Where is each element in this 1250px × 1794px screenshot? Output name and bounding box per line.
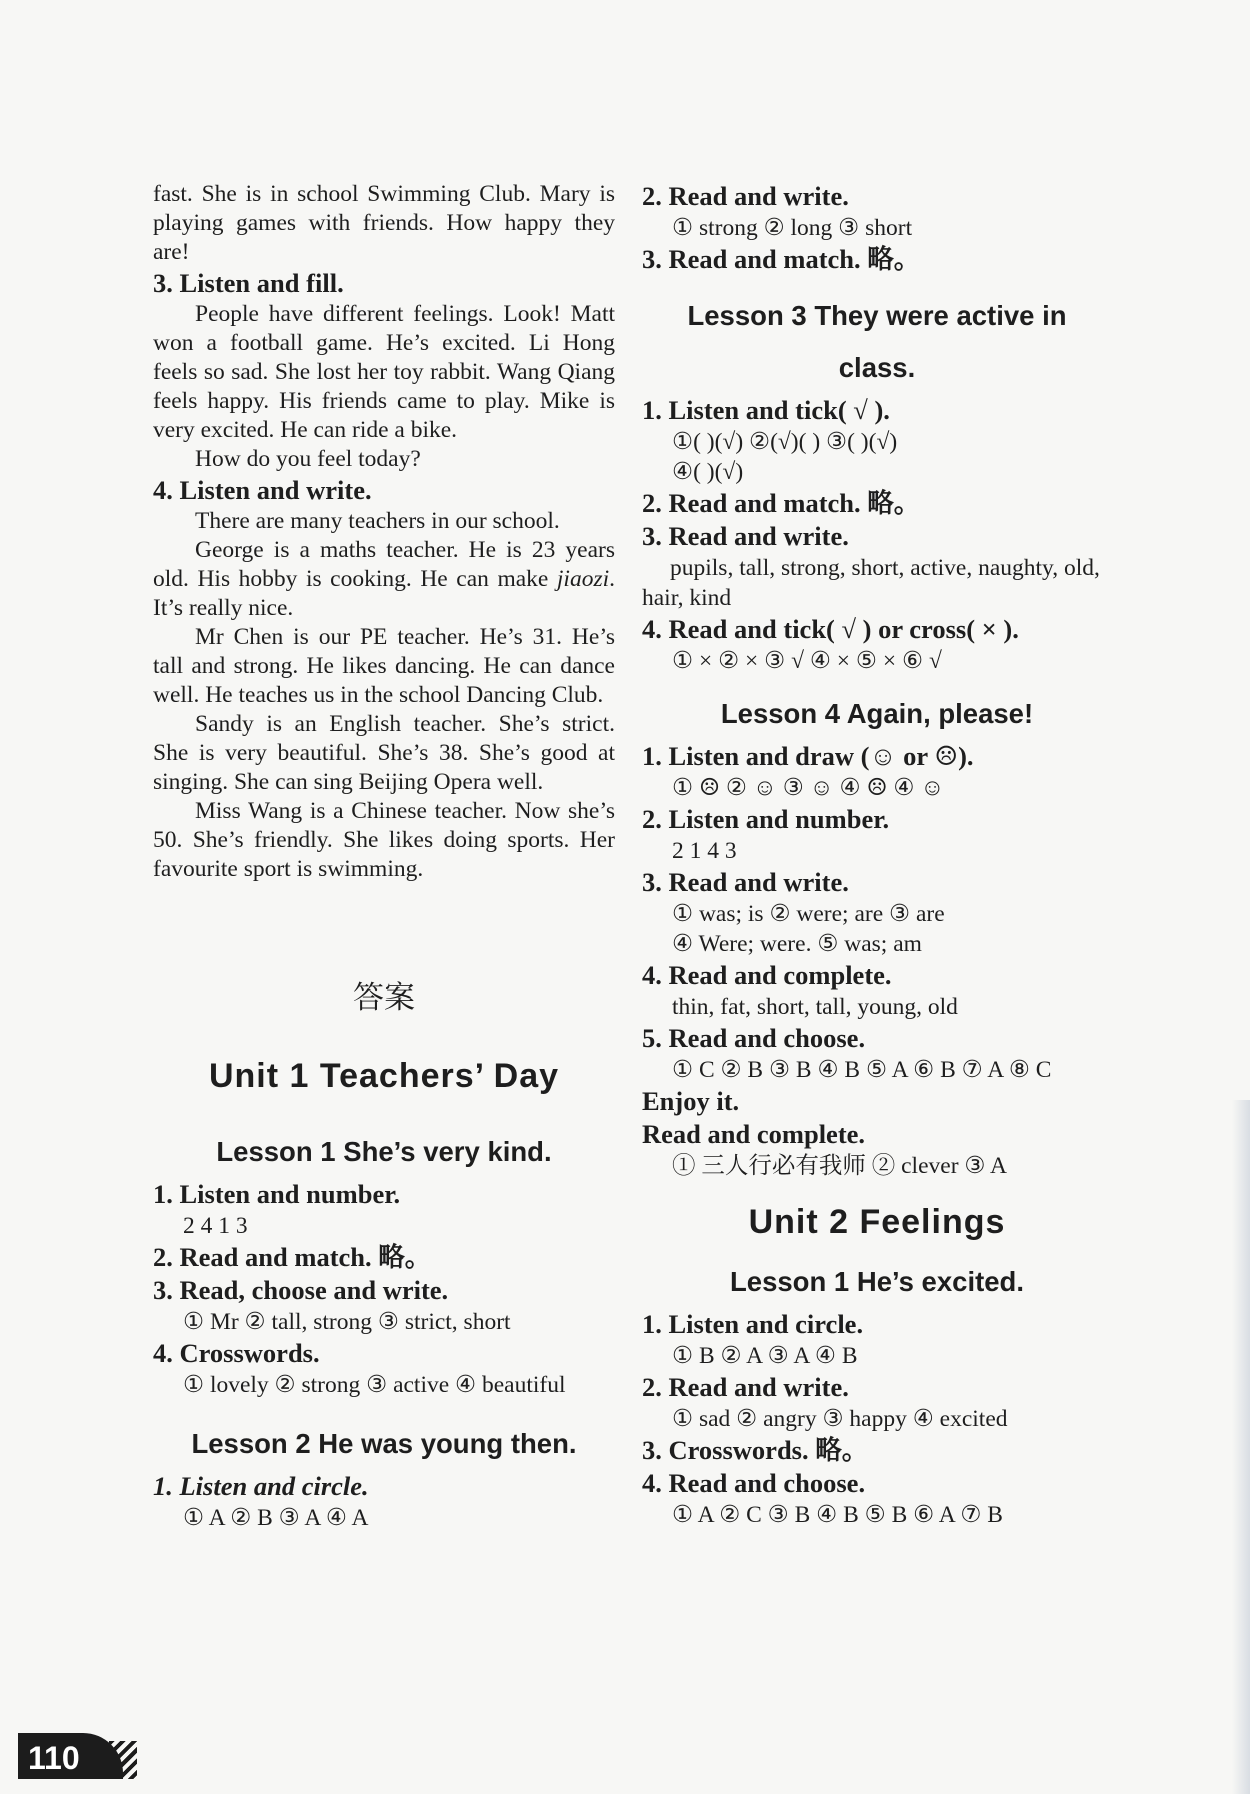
u2l1-question3: 3. Crosswords. 略。 [642, 1435, 869, 1465]
l4-answer4: thin, fat, short, tall, young, old [672, 994, 958, 1020]
l3-answer1-line1: ①( )(√) ②(√)( ) ③( )(√) [672, 429, 898, 455]
l2-question2: 2. Read and write. [642, 181, 849, 211]
section-heading-listen-fill: 3. Listen and fill. [153, 268, 344, 298]
l1-question3: 3. Read, choose and write. [153, 1275, 449, 1305]
l3-question2: 2. Read and match. 略。 [642, 488, 921, 518]
lesson3-title-line2: class. [838, 352, 916, 383]
l4-question3: 3. Read and write. [642, 867, 849, 897]
u2l1-question1: 1. Listen and circle. [642, 1309, 864, 1339]
l3-answer1-line2: ④( )(√) [672, 459, 744, 485]
lesson4-title: Lesson 4 Again, please! [720, 698, 1034, 729]
l2-answer1: ① A ② B ③ A ④ A [183, 1505, 369, 1531]
right-column [642, 180, 1112, 1530]
feelings-paragraph: People have different feelings. Look! Matt won a football game. He’s excited. Li Hong feels so sad. She lost her toy rabbit. Wang Qiang feels happy. His friends came to play. Mike is very excited. He can ride a bike. [153, 301, 615, 443]
l3-answer4: ① × ② × ③ √ ④ × ⑤ × ⑥ √ [672, 648, 942, 674]
u2-lesson1-title: Lesson 1 He’s excited. [730, 1266, 1024, 1297]
enjoy-answer: ① 三人行必有我师 ② clever ③ A [672, 1153, 1008, 1179]
l4-answer3-line2: ④ Were; were. ⑤ was; am [672, 931, 922, 957]
sandy-paragraph: Sandy is an English teacher. She’s strict. She is very beautiful. She’s 38. She’s good at singing. She can sing Beijing Opera well. [153, 711, 615, 795]
unit2-title: Unit 2 Feelings [748, 1203, 1006, 1241]
unit1-title: Unit 1 Teachers’ Day [208, 1057, 560, 1095]
miss-wang-paragraph: Miss Wang is a Chinese teacher. Now she’s 50. She’s friendly. She likes doing sports. Her favourite sport is swimming. [153, 798, 615, 882]
l4-answer3-line1: ① was; is ② were; are ③ are [672, 901, 945, 927]
l1-answer4: ① lovely ② strong ③ active ④ beautiful [183, 1372, 566, 1398]
l3-question4: 4. Read and tick( √ ) or cross( × ). [642, 614, 1019, 644]
l3-answer3: pupils, tall, strong, short, active, naughty, old, hair, kind [642, 555, 1100, 611]
lesson3-title-line1: Lesson 3 They were active in [687, 300, 1067, 331]
l4-answer1: ① ☹ ② ☺ ③ ☺ ④ ☹ ④ ☺ [672, 775, 945, 801]
u2l1-answer4: ① A ② C ③ B ④ B ⑤ B ⑥ A ⑦ B [672, 1502, 1003, 1528]
enjoy-heading: Enjoy it. [642, 1086, 740, 1116]
l1-answer3: ① Mr ② tall, strong ③ strict, short [183, 1309, 511, 1335]
section-heading-listen-write: 4. Listen and write. [153, 475, 372, 505]
answers-title: 答案 [353, 980, 415, 1016]
l4-question2: 2. Listen and number. [642, 804, 890, 834]
page-number: 110 [18, 1733, 123, 1779]
u2l1-question2: 2. Read and write. [642, 1372, 849, 1402]
l4-answer2: 2 1 4 3 [672, 838, 737, 864]
left-column [153, 180, 615, 1533]
l3-question1: 1. Listen and tick( √ ). [642, 395, 890, 425]
l2-question1: 1. Listen and circle. [153, 1471, 369, 1501]
l4-question1: 1. Listen and draw (☺ or ☹). [642, 741, 974, 771]
continued-paragraph: fast. She is in school Swimming Club. Mary is playing games with friends. How happy they are! [153, 181, 615, 265]
mr-chen-paragraph: Mr Chen is our PE teacher. He’s 31. He’s tall and strong. He likes dancing. He can dance well. He teaches us in the school Dancing Club. [153, 624, 615, 708]
u2l1-question4: 4. Read and choose. [642, 1468, 866, 1498]
l4-question5: 5. Read and choose. [642, 1023, 866, 1053]
l1-question1: 1. Listen and number. [153, 1179, 401, 1209]
l3-question3: 3. Read and write. [642, 521, 849, 551]
l1-question2: 2. Read and match. 略。 [153, 1242, 432, 1272]
lesson1-title: Lesson 1 She’s very kind. [216, 1136, 552, 1167]
page-edge-shadow [1232, 1100, 1250, 1794]
teachers-intro: There are many teachers in our school. [195, 508, 560, 534]
u2l1-answer2: ① sad ② angry ③ happy ④ excited [672, 1406, 1008, 1432]
lesson2-title: Lesson 2 He was young then. [191, 1428, 577, 1459]
l4-answer5: ① C ② B ③ B ④ B ⑤ A ⑥ B ⑦ A ⑧ C [672, 1057, 1052, 1083]
l2-question3: 3. Read and match. 略。 [642, 244, 921, 274]
l4-question4: 4. Read and complete. [642, 960, 892, 990]
feelings-question: How do you feel today? [195, 446, 421, 472]
l2-answer2: ① strong ② long ③ short [672, 215, 913, 241]
l1-question4: 4. Crosswords. [153, 1338, 320, 1368]
u2l1-answer1: ① B ② A ③ A ④ B [672, 1343, 858, 1369]
l1-answer1: 2 4 1 3 [183, 1213, 248, 1239]
george-paragraph: George is a maths teacher. He is 23 years old. His hobby is cooking. He can make jiaozi. It’s really nice. [153, 537, 615, 621]
enjoy-question: Read and complete. [642, 1119, 866, 1149]
